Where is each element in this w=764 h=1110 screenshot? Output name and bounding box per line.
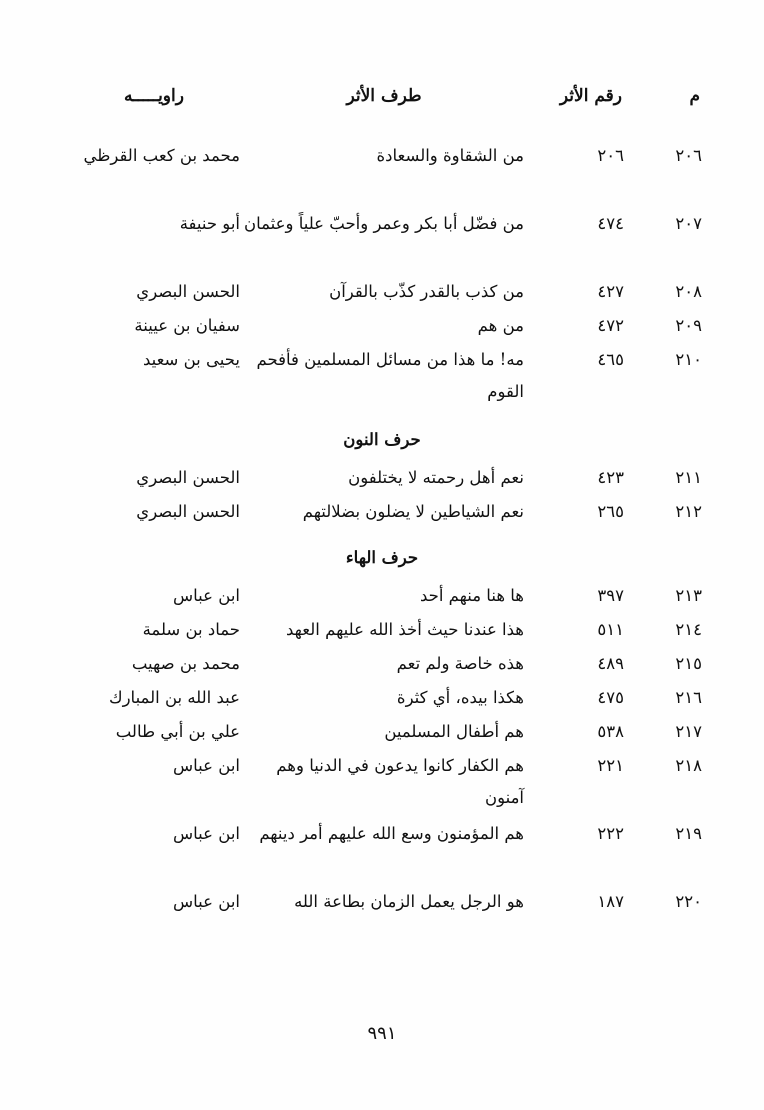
athar-number-cell: ٥٣٨ [597, 722, 624, 741]
athar-text-cell: هم الكفار كانوا يدعون في الدنيا وهم آمنون [276, 756, 524, 807]
header-athar-text: طرف الأثر [346, 86, 422, 106]
athar-number-cell: ٤٢٧ [597, 282, 624, 301]
athar-number-cell: ٤٦٥ [597, 350, 624, 369]
table-row [0, 462, 764, 496]
serial-cell: ٢١٤ [675, 620, 702, 639]
table-row [0, 310, 764, 344]
athar-text-cell: هو الرجل يعمل الزمان بطاعة الله [294, 892, 524, 911]
athar-number-cell: ٤٨٩ [597, 654, 624, 673]
athar-number-cell: ٢٢١ [597, 756, 624, 775]
table-row [0, 580, 764, 614]
narrator-cell: ابن عباس [173, 756, 240, 775]
table-row [0, 750, 764, 818]
narrator-cell: ابن عباس [173, 824, 240, 843]
serial-cell: ٢١٥ [675, 654, 702, 673]
narrator-cell: الحسن البصري [136, 502, 240, 521]
athar-text-cell: هذا عندنا حيث أخذ الله عليهم العهد [286, 620, 524, 639]
athar-text-cell: هكذا بيده، أي كثرة [396, 688, 524, 707]
athar-number-cell: ٤٧٥ [597, 688, 624, 707]
serial-cell: ٢٠٨ [675, 282, 702, 301]
header-narrator: راويـــــه [124, 86, 184, 106]
table-row [0, 682, 764, 716]
narrator-cell: محمد بن كعب القرظي [83, 146, 240, 165]
serial-cell: ٢١٨ [675, 756, 702, 775]
table-row [0, 344, 764, 412]
serial-cell: ٢١٢ [675, 502, 702, 521]
narrator-cell: عبد الله بن المبارك [108, 688, 240, 707]
athar-text-cell: نعم أهل رحمته لا يختلفون [348, 468, 524, 487]
serial-cell: ٢١٣ [675, 586, 702, 605]
athar-number-cell: ٤٧٢ [597, 316, 624, 335]
athar-text-cell: من فضّل أبا بكر وعمر وأحبّ علياً وعثمان [243, 214, 524, 233]
header-serial: م [689, 86, 700, 106]
athar-text-cell: هذه خاصة ولم تعم [396, 654, 524, 673]
table-row [0, 648, 764, 682]
serial-cell: ٢٢٠ [675, 892, 702, 911]
narrator-cell: علي بن أبي طالب [115, 722, 240, 741]
athar-number-cell: ٤٧٤ [597, 214, 624, 233]
header-athar-number: رقم الأثر [559, 86, 622, 106]
table-row [0, 496, 764, 530]
narrator-cell: يحيى بن سعيد [142, 350, 240, 369]
athar-number-cell: ١٨٧ [597, 892, 624, 911]
narrator-cell: ابن عباس [173, 892, 240, 911]
page-number: ٩٩١ [367, 1023, 397, 1044]
athar-number-cell: ٣٩٧ [597, 586, 624, 605]
serial-cell: ٢١٩ [675, 824, 702, 843]
athar-number-cell: ٢٢٢ [597, 824, 624, 843]
serial-cell: ٢١١ [675, 468, 702, 487]
serial-cell: ٢٠٦ [675, 146, 702, 165]
narrator-cell: محمد بن صهيب [131, 654, 240, 673]
section-heading: حرف النون [343, 430, 421, 449]
table-row [0, 886, 764, 920]
table-row [0, 818, 764, 886]
table-row [0, 614, 764, 648]
athar-number-cell: ٢٠٦ [597, 146, 624, 165]
serial-cell: ٢١٧ [675, 722, 702, 741]
serial-cell: ٢١٠ [675, 350, 702, 369]
narrator-cell: الحسن البصري [136, 468, 240, 487]
athar-text-cell: هم أطفال المسلمين [384, 722, 524, 741]
narrator-cell: أبو حنيفة [179, 214, 240, 233]
table-row [0, 716, 764, 750]
athar-number-cell: ٥١١ [597, 620, 624, 639]
athar-number-cell: ٢٦٥ [597, 502, 624, 521]
athar-text-cell: نعم الشياطين لا يضلون بضلالتهم [302, 502, 524, 521]
athar-text-cell: من هم [477, 316, 524, 335]
athar-text-cell: من الشقاوة والسعادة [376, 146, 524, 165]
athar-text-cell: ها هنا منهم أحد [419, 586, 524, 605]
narrator-cell: الحسن البصري [136, 282, 240, 301]
serial-cell: ٢٠٩ [675, 316, 702, 335]
athar-text-cell: مه! ما هذا من مسائل المسلمين فأفحم القوم [256, 350, 524, 401]
athar-text-cell: من كذب بالقدر كذّب بالقرآن [329, 282, 524, 301]
section-heading: حرف الهاء [345, 548, 419, 567]
table-row [0, 276, 764, 310]
narrator-cell: حماد بن سلمة [142, 620, 240, 639]
athar-number-cell: ٤٢٣ [597, 468, 624, 487]
narrator-cell: سفيان بن عيينة [134, 316, 240, 335]
table-row [0, 208, 764, 276]
table-row [0, 140, 764, 208]
athar-text-cell: هم المؤمنون وسع الله عليهم أمر دينهم [259, 824, 524, 843]
index-table [0, 140, 764, 920]
narrator-cell: ابن عباس [173, 586, 240, 605]
serial-cell: ٢١٦ [675, 688, 702, 707]
serial-cell: ٢٠٧ [675, 214, 702, 233]
